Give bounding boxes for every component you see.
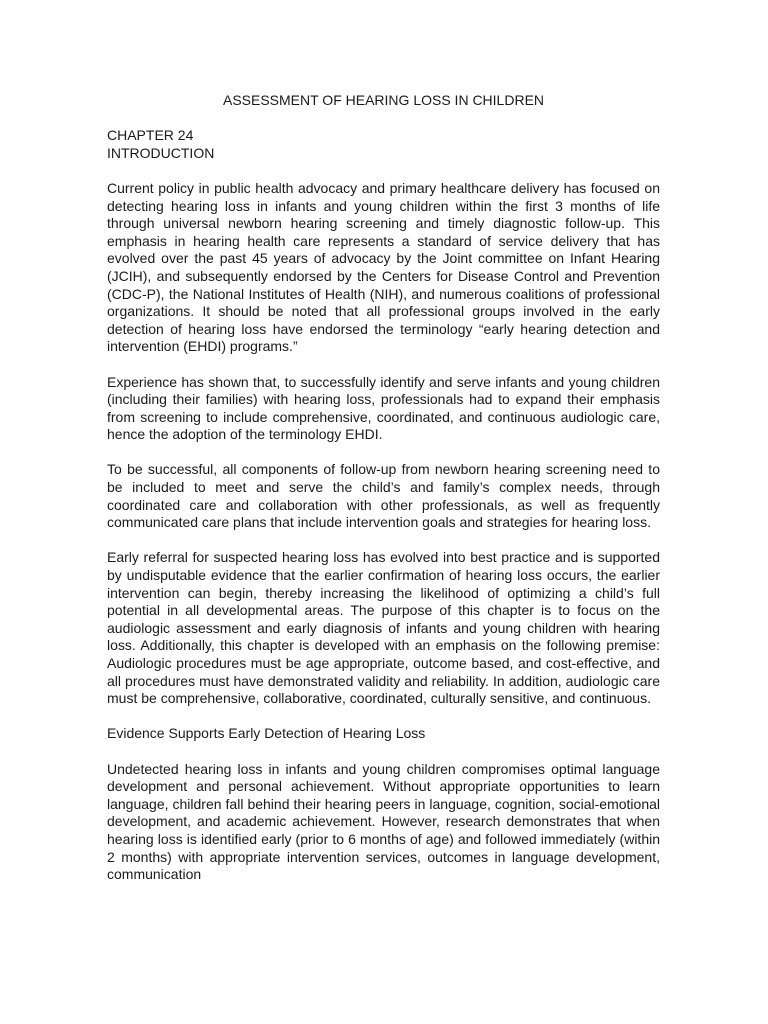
subheading: Evidence Supports Early Detection of Hearing Loss xyxy=(107,725,426,742)
document-page xyxy=(107,92,660,884)
section-title: INTRODUCTION xyxy=(107,144,215,161)
paragraph-2: Experience has shown that, to successfully identify and serve infants and young children (including their families) with hearing loss, professionals had to expand their emphasis from screening to include comprehensive, coordinated, and continuous audiologic care, hence the adoption of the terminology EHDI. xyxy=(107,373,660,443)
chapter-header xyxy=(107,127,660,162)
paragraph-4: Early referral for suspected hearing loss has evolved into best practice and is supported by undisputable evidence that the earlier confirmation of hearing loss occurs, the earlier intervention can begin, thereby increasing the likelihood of optimizing a child’s full potential in all developmental areas. The purpose of this chapter is to focus on the audiologic assessment and early diagnosis of infants and young children with hearing loss. Additionally, this chapter is developed with an emphasis on the following premise: Audiologic procedures must be age appropriate, outcome based, and cost-effective, and all procedures must have demonstrated validity and reliability. In addition, audiologic care must be comprehensive, collaborative, coordinated, culturally sensitive, and continuous. xyxy=(107,549,660,707)
paragraph-1: Current policy in public health advocacy and primary healthcare delivery has focused on detecting hearing loss in infants and young children within the first 3 months of life through universal newborn hearing screening and timely diagnostic follow-up. This emphasis in hearing health care represents a standard of service delivery that has evolved over the past 45 years of advocacy by the Joint committee on Infant Hearing (JCIH), and subsequently endorsed by the Centers for Disease Control and Prevention (CDC-P), the National Institutes of Health (NIH), and numerous coalitions of professional organizations. It should be noted that all professional groups involved in the early detection of hearing loss have endorsed the terminology “early hearing detection and intervention (EHDI) programs.” xyxy=(107,179,660,355)
document-title: ASSESSMENT OF HEARING LOSS IN CHILDREN xyxy=(222,92,545,108)
paragraph-5: Undetected hearing loss in infants and young children compromises optimal language development and personal achievement. Without appropriate opportunities to learn language, children fall behind their hearing peers in language, cognition, social-emotional development, and academic achievement. However, research demonstrates that when hearing loss is identified early (prior to 6 months of age) and followed immediately (within 2 months) with appropriate intervention services, outcomes in language development, communication xyxy=(107,760,660,883)
paragraph-3: To be successful, all components of follow-up from newborn hearing screening need to be included to meet and serve the child’s and family’s complex needs, through coordinated care and collaboration with other professionals, as well as frequently communicated care plans that include intervention goals and strategies for hearing loss. xyxy=(107,461,660,531)
chapter-number: CHAPTER 24 xyxy=(107,127,194,144)
